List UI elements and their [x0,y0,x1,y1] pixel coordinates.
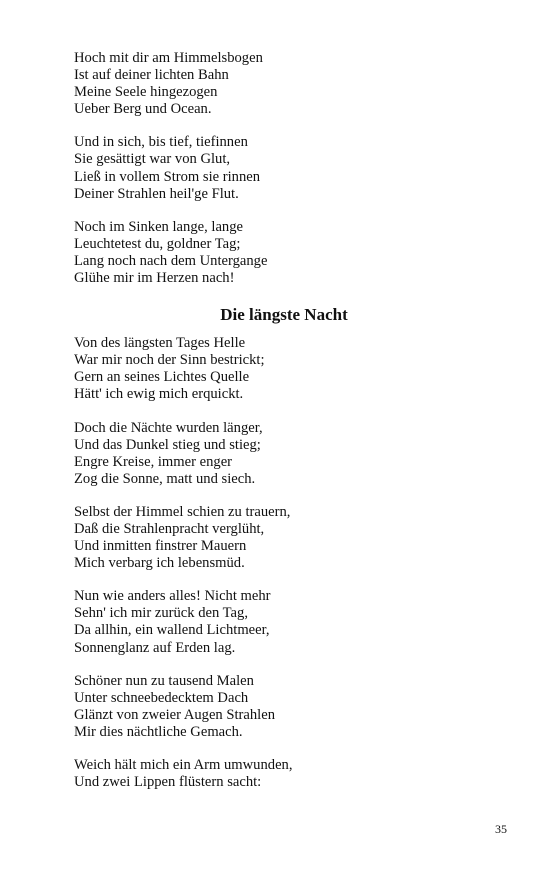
poem-die-laengste-nacht [74,335,494,791]
poem-line: Glänzt von zweier Augen Strahlen [74,706,276,723]
poem-line: Nun wie anders alles! Nicht mehr [74,588,271,605]
poem-untitled [74,50,494,287]
poem-line: Sie gesättigt war von Glut, [74,151,231,168]
poem-line: Da allhin, ein wallend Lichtmeer, [74,622,270,639]
poem-line: Und in sich, bis tief, tiefinnen [74,134,248,151]
poem-line: Ist auf deiner lichten Bahn [74,67,229,84]
page-body [74,50,494,807]
poem-line: Daß die Strahlenpracht verglüht, [74,520,265,537]
poem-line: Mir dies nächtliche Gemach. [74,723,243,740]
poem-line: Unter schneebedecktem Dach [74,689,249,706]
stanza [74,335,494,403]
stanza [74,588,494,656]
poem-line: Ueber Berg und Ocean. [74,101,212,118]
poem-line: Gern an seines Lichtes Quelle [74,369,250,386]
poem-line: Sonnenglanz auf Erden lag. [74,639,236,656]
poem-line: Lang noch nach dem Untergange [74,252,268,269]
poem-line: Hoch mit dir am Himmelsbogen [74,50,263,66]
poem-line: Zog die Sonne, matt und siech. [74,470,256,487]
poem-line: Mich verbarg ich lebensmüd. [74,555,245,572]
stanza [74,673,494,741]
poem-title: Die längste Nacht [220,305,348,325]
poem-line: Von des längsten Tages Helle [74,335,246,352]
poem-line: Und das Dunkel stieg und stieg; [74,436,261,453]
poem-line: Meine Seele hingezogen [74,84,218,101]
poem-line: Und inmitten finstrer Mauern [74,538,247,555]
poem-line: Leuchtetest du, goldner Tag; [74,235,241,252]
poem-line: Ließ in vollem Strom sie rinnen [74,168,261,185]
stanza [74,420,494,488]
stanza [74,504,494,572]
poem-line: Schöner nun zu tausend Malen [74,672,254,689]
stanza [74,50,494,118]
poem-line: Noch im Sinken lange, lange [74,218,244,235]
poem-line: Hätt' ich ewig mich erquickt. [74,386,244,403]
stanza [74,757,494,791]
poem-line: War mir noch der Sinn bestrickt; [74,352,265,369]
stanza [74,134,494,202]
poem-line: Selbst der Himmel schien zu trauern, [74,503,291,520]
poem-line: Sehn' ich mir zurück den Tag, [74,605,248,622]
poem-line: Deiner Strahlen heil'ge Flut. [74,185,239,202]
poem-line: Doch die Nächte wurden länger, [74,419,263,436]
poem-line: Engre Kreise, immer enger [74,453,233,470]
poem-line: Und zwei Lippen flüstern sacht: [74,774,262,791]
stanza [74,219,494,287]
page-number: 35 [495,822,507,836]
poem-line: Weich hält mich ein Arm umwunden, [74,757,293,773]
poem-line: Glühe mir im Herzen nach! [74,270,235,287]
